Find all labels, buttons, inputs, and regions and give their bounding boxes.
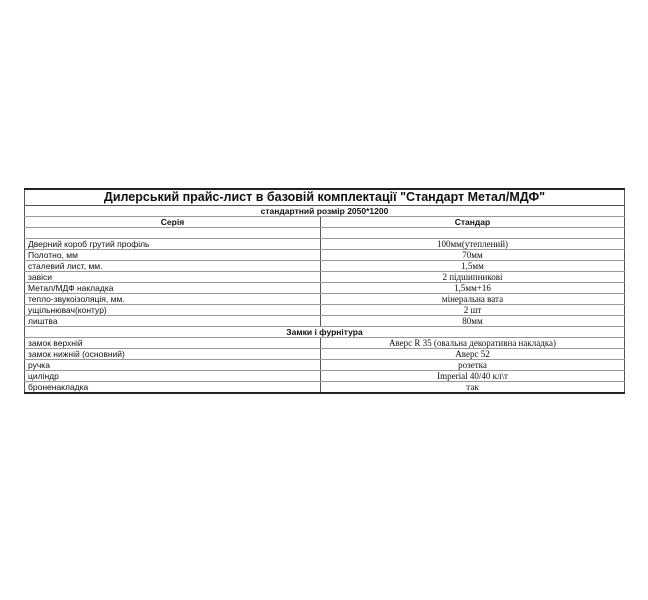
hardware-value: Аверс R 35 (овальна декоративна накладка) bbox=[321, 338, 625, 349]
table-row bbox=[25, 261, 625, 272]
blank-row bbox=[25, 228, 625, 239]
table-row bbox=[25, 239, 625, 250]
spec-value: мінеральна вата bbox=[321, 294, 625, 305]
price-list-table bbox=[24, 188, 625, 394]
table-row bbox=[25, 338, 625, 349]
spec-value: 1,5мм bbox=[321, 261, 625, 272]
table-row bbox=[25, 360, 625, 371]
column-header-standard: Стандар bbox=[321, 217, 625, 228]
spec-value: 2 шт bbox=[321, 305, 625, 316]
hardware-value: так bbox=[321, 382, 625, 394]
table-row bbox=[25, 272, 625, 283]
column-header-series: Серія bbox=[25, 217, 321, 228]
spec-label: ущільнювач(контур) bbox=[25, 305, 321, 316]
hardware-label: броненакладка bbox=[25, 382, 321, 394]
spec-label: тепло-звукоізоляція, мм. bbox=[25, 294, 321, 305]
spec-label: Дверний короб грутий профіль bbox=[25, 239, 321, 250]
spec-label: завіси bbox=[25, 272, 321, 283]
hardware-label: ручка bbox=[25, 360, 321, 371]
table-row bbox=[25, 294, 625, 305]
blank-cell bbox=[25, 228, 321, 239]
table-row bbox=[25, 316, 625, 327]
title-row bbox=[25, 189, 625, 206]
table-row bbox=[25, 382, 625, 394]
table-row bbox=[25, 371, 625, 382]
table-row bbox=[25, 283, 625, 294]
hardware-label: замок нижній (основний) bbox=[25, 349, 321, 360]
spec-value: 70мм bbox=[321, 250, 625, 261]
spec-value: 2 підшипникові bbox=[321, 272, 625, 283]
hardware-value: Imperial 40/40 кл\т bbox=[321, 371, 625, 382]
section-row bbox=[25, 327, 625, 338]
spec-value: 1,5мм+16 bbox=[321, 283, 625, 294]
hardware-value: розетка bbox=[321, 360, 625, 371]
blank-cell bbox=[321, 228, 625, 239]
standard-size: стандартний розмір 2050*1200 bbox=[25, 206, 625, 217]
spec-label: Метал/МДФ накладка bbox=[25, 283, 321, 294]
price-list-title: Дилерський прайс-лист в базовій комплектації "Стандарт Метал/МДФ" bbox=[25, 189, 625, 206]
subtitle-row bbox=[25, 206, 625, 217]
spec-label: сталевий лист, мм. bbox=[25, 261, 321, 272]
locks-section-heading: Замки і фурнітура bbox=[25, 327, 625, 338]
spec-value: 80мм bbox=[321, 316, 625, 327]
spec-label: лиштва bbox=[25, 316, 321, 327]
spec-label: Полотно, мм bbox=[25, 250, 321, 261]
table-row bbox=[25, 250, 625, 261]
hardware-value: Аверс 52 bbox=[321, 349, 625, 360]
hardware-label: циліндр bbox=[25, 371, 321, 382]
hardware-label: замок верхній bbox=[25, 338, 321, 349]
spec-value: 100мм(утеплений) bbox=[321, 239, 625, 250]
column-header-row bbox=[25, 217, 625, 228]
table-row bbox=[25, 349, 625, 360]
table-row bbox=[25, 305, 625, 316]
